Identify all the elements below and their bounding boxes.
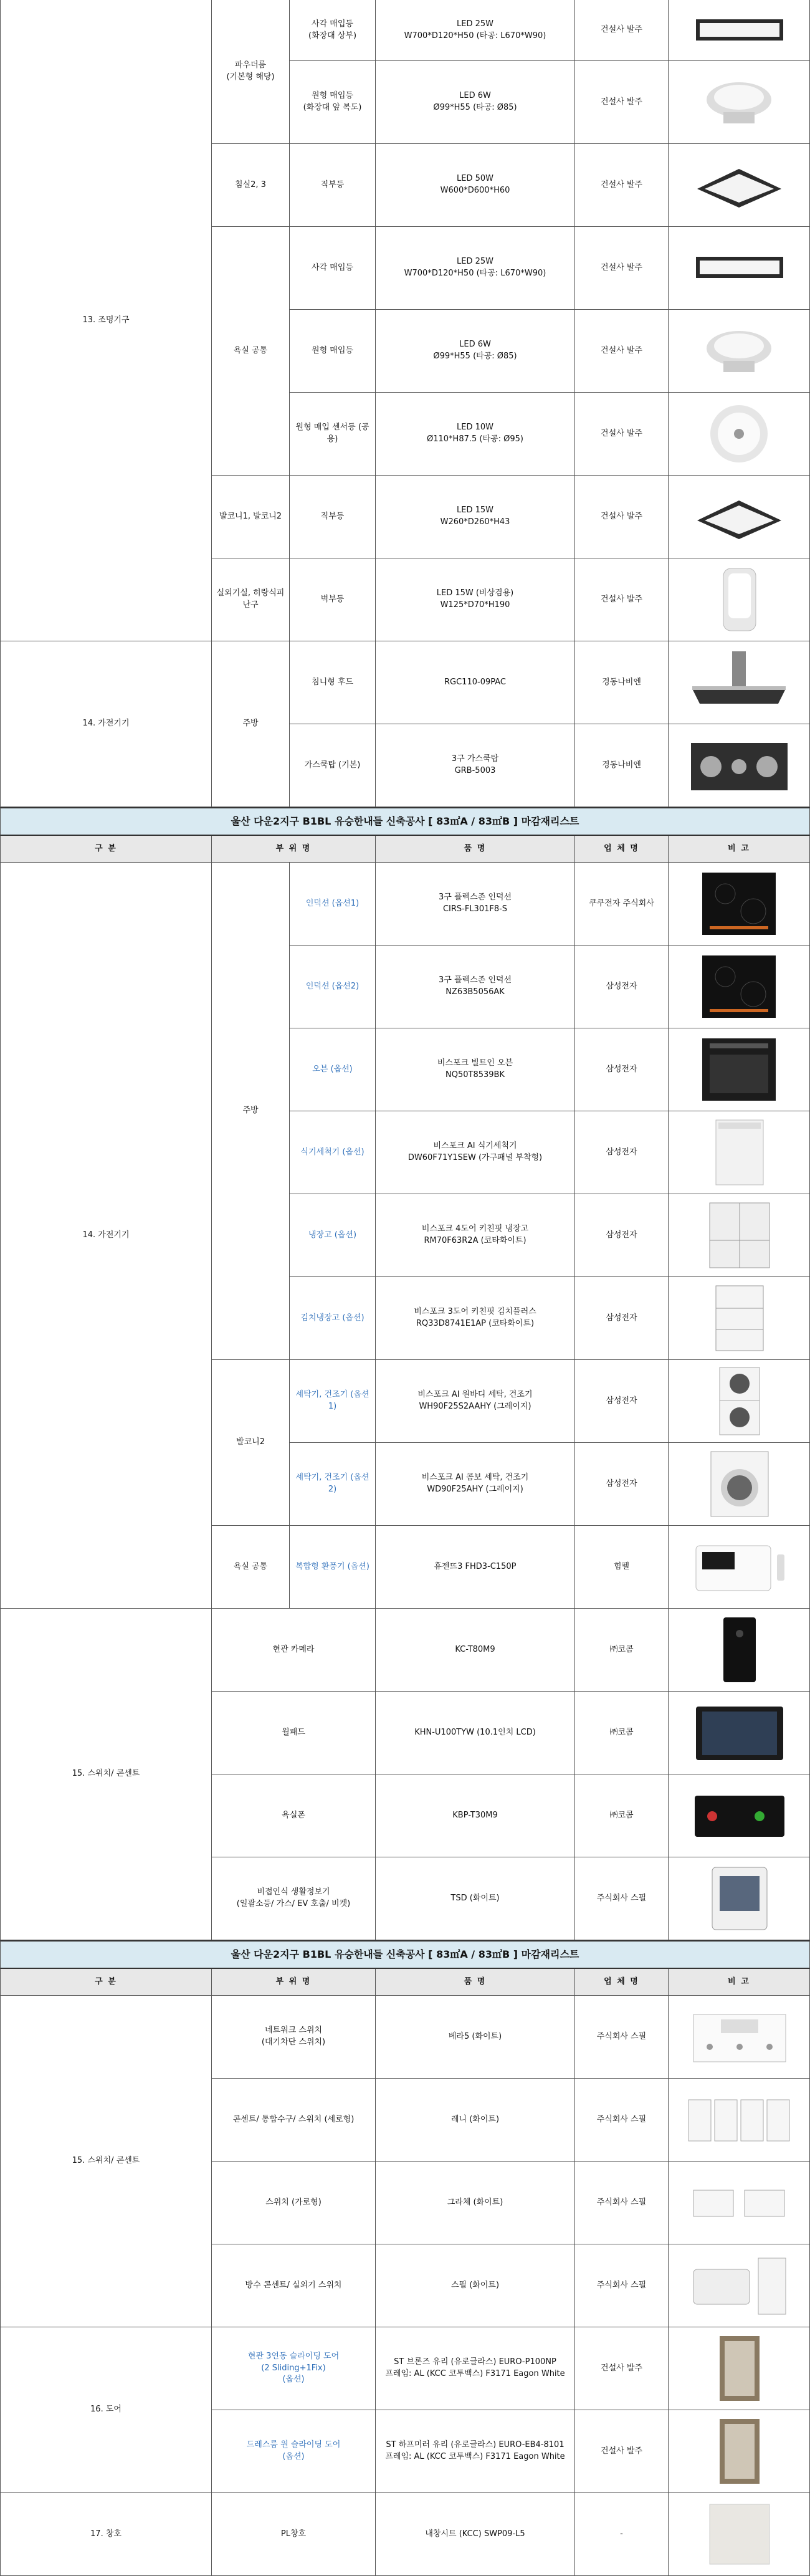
product-image — [669, 2327, 810, 2410]
company-cell: 주식회사 스필 — [575, 1857, 669, 1940]
part-cell: 세탁기, 건조기 (옵션1) — [290, 1360, 376, 1443]
table-row — [290, 310, 810, 393]
window-sheet-icon — [685, 2499, 794, 2569]
washer-stack-icon — [685, 1366, 794, 1436]
switch-panel-icon — [685, 2002, 794, 2072]
table-row — [290, 0, 810, 61]
wallpad-icon — [685, 1698, 794, 1768]
table-row — [290, 1028, 810, 1111]
category-cell: 14. 가전기기 — [0, 641, 212, 807]
combo-washer-icon — [685, 1449, 794, 1519]
location-cell: 주방 — [212, 863, 290, 1360]
square-ceiling-light-icon — [685, 150, 794, 220]
company-cell: 주식회사 스필 — [575, 1996, 669, 2079]
part-cell: 복합형 환풍기 (옵션) — [290, 1526, 376, 1609]
category-cell: 15. 스위치/ 콘센트 — [0, 1996, 212, 2327]
product-image — [669, 1857, 810, 1940]
table-row — [290, 476, 810, 558]
part-cell: 가스쿡탑 (기본) — [290, 724, 376, 807]
gas-cooktop-icon — [685, 730, 794, 800]
product-cell: 비스포크 3도어 키친핏 김치플러스 RQ33D8741E1AP (코타화이트) — [376, 1277, 575, 1360]
company-cell: 건설사 발주 — [575, 310, 669, 393]
company-cell: 건설사 발주 — [575, 227, 669, 310]
product-cell: 3구 플렉스존 인덕션 NZ63B5056AK — [376, 946, 575, 1028]
table-row — [212, 2410, 810, 2493]
location-cell: 비접인식 생활정보기 (일괄소등/ 가스/ EV 호출/ 비켓) — [212, 1857, 376, 1940]
product-image — [669, 227, 810, 310]
table-row — [212, 1996, 810, 2079]
table-row — [212, 2079, 810, 2162]
company-cell: - — [575, 2493, 669, 2576]
product-cell: LED 10W Ø110*H87.5 (타공: Ø95) — [376, 393, 575, 476]
table-row — [290, 61, 810, 144]
detail-columns — [212, 863, 810, 1940]
table-row — [290, 1526, 810, 1609]
product-cell: LED 25W W700*D120*H50 (타공: L670*W90) — [376, 0, 575, 61]
loc-part-grid — [212, 863, 810, 1609]
product-cell: 비스포크 AI 콤보 세탁, 건조기 WD90F25AHY (그레이지) — [376, 1443, 575, 1526]
table-row — [290, 144, 810, 227]
product-cell: KHN-U100TYW (10.1인치 LCD) — [376, 1692, 575, 1774]
wall-light-icon — [685, 565, 794, 634]
company-cell: 건설사 발주 — [575, 558, 669, 641]
table-row — [212, 1609, 810, 1692]
product-image — [669, 2244, 810, 2327]
section-title: 울산 다운2지구 B1BL 유승한내들 신축공사 [ 83㎡A / 83㎡B ] 마감재리스트 — [0, 1940, 810, 1969]
header-col1: 구 분 — [0, 1969, 212, 1996]
company-cell: 건설사 발주 — [575, 2410, 669, 2493]
table-row — [290, 863, 810, 946]
part-cell: 직부등 — [290, 476, 376, 558]
part-cell: 직부등 — [290, 144, 376, 227]
company-cell: 경동나비엔 — [575, 641, 669, 724]
product-image — [669, 1277, 810, 1360]
part-cell: 오븐 (옵션) — [290, 1028, 376, 1111]
product-image — [669, 641, 810, 724]
company-cell: 삼성전자 — [575, 1277, 669, 1360]
company-cell: 주식회사 스필 — [575, 2079, 669, 2162]
header-col4: 업 체 명 — [575, 1969, 669, 1996]
header-col2: 부 위 명 — [212, 836, 376, 863]
product-cell: LED 50W W600*D600*H60 — [376, 144, 575, 227]
induction-icon — [685, 952, 794, 1022]
product-cell: 베라5 (화이트) — [376, 1996, 575, 2079]
header-col5: 비 고 — [669, 836, 810, 863]
part-cell: 식기세척기 (옵션) — [290, 1111, 376, 1194]
company-cell: 삼성전자 — [575, 1443, 669, 1526]
company-cell: 건설사 발주 — [575, 393, 669, 476]
loc-part-grid — [212, 0, 810, 807]
company-cell: 건설사 발주 — [575, 476, 669, 558]
item-rows — [290, 863, 810, 1609]
product-image — [669, 1526, 810, 1609]
product-image — [669, 61, 810, 144]
location-cell: PL창호 — [212, 2493, 376, 2576]
product-cell: 비스포크 4도어 키친핏 냉장고 RM70F63R2A (코타화이트) — [376, 1194, 575, 1277]
product-image — [669, 558, 810, 641]
location-cell: 주방 — [212, 641, 290, 807]
table-row — [212, 2162, 810, 2244]
location-cell: 발코니1, 발코니2 — [212, 476, 290, 558]
location-cell: 실외기실, 히랑식피난구 — [212, 558, 290, 641]
company-cell: 주식회사 스필 — [575, 2244, 669, 2327]
downlight-icon — [685, 316, 794, 386]
category-cell: 13. 조명기구 — [0, 0, 212, 641]
sliding-door-icon — [685, 2334, 794, 2403]
table-row — [290, 393, 810, 476]
location-cell: 콘센트/ 통합수구/ 스위치 (세로형) — [212, 2079, 376, 2162]
product-cell: 그라체 (화이트) — [376, 2162, 575, 2244]
company-cell: 주식회사 스필 — [575, 2162, 669, 2244]
waterproof-outlet-icon — [685, 2251, 794, 2320]
detail-columns — [212, 1996, 810, 2576]
product-cell: 휴젠뜨3 FHD3-C150P — [376, 1526, 575, 1609]
product-image — [669, 0, 810, 61]
table-row — [290, 946, 810, 1028]
table-block — [0, 863, 810, 1940]
product-cell: 3구 가스쿡탑 GRB-5003 — [376, 724, 575, 807]
company-cell: ㈜코콤 — [575, 1692, 669, 1774]
product-cell: LED 6W Ø99*H55 (타공: Ø85) — [376, 61, 575, 144]
part-cell: 사각 매입등 — [290, 227, 376, 310]
product-cell: ST 브론즈 유리 (유로글라스) EURO-P100NP 프레임: AL (KCC 코투백스) F3171 Eagon White — [376, 2327, 575, 2410]
company-cell: ㈜코콤 — [575, 1774, 669, 1857]
part-cell: 세탁기, 건조기 (옵션2) — [290, 1443, 376, 1526]
oven-icon — [685, 1035, 794, 1104]
product-image — [669, 863, 810, 946]
location-cell: 침실2, 3 — [212, 144, 290, 227]
category-column — [0, 0, 212, 807]
company-cell: ㈜코콤 — [575, 1609, 669, 1692]
product-cell: 비스포크 AI 원바디 세탁, 건조기 WH90F25S2AAHY (그레이지) — [376, 1360, 575, 1443]
table-row — [212, 2244, 810, 2327]
table-row — [212, 2327, 810, 2410]
company-cell: 쿠쿠전자 주식회사 — [575, 863, 669, 946]
table-row — [290, 1111, 810, 1194]
product-cell: LED 6W Ø99*H55 (타공: Ø85) — [376, 310, 575, 393]
table-row — [212, 2493, 810, 2576]
ventilator-icon — [685, 1532, 794, 1602]
sensor-downlight-icon — [685, 399, 794, 469]
product-image — [669, 1028, 810, 1111]
company-cell: 힘펠 — [575, 1526, 669, 1609]
table-row — [290, 1277, 810, 1360]
category-column — [0, 863, 212, 1940]
part-cell: 인덕션 (옵션2) — [290, 946, 376, 1028]
table-row — [290, 641, 810, 724]
fridge-4door-icon — [685, 1200, 794, 1270]
product-image — [669, 144, 810, 227]
table-row — [212, 1774, 810, 1857]
product-cell: LED 25W W700*D120*H50 (타공: L670*W90) — [376, 227, 575, 310]
product-cell: KC-T80M9 — [376, 1609, 575, 1692]
location-cell: 욕실 공통 — [212, 227, 290, 476]
product-cell: ST 하프미러 유리 (유로글라스) EURO-EB4-8101 프레임: AL (KCC 코투백스) F3171 Eagon White — [376, 2410, 575, 2493]
part-cell: 냉장고 (옵션) — [290, 1194, 376, 1277]
product-image — [669, 2493, 810, 2576]
company-cell: 삼성전자 — [575, 1194, 669, 1277]
product-cell: KBP-T30M9 — [376, 1774, 575, 1857]
product-image — [669, 724, 810, 807]
product-image — [669, 393, 810, 476]
kimchi-fridge-icon — [685, 1283, 794, 1353]
category-cell: 17. 창호 — [0, 2493, 212, 2576]
product-image — [669, 1111, 810, 1194]
category-cell: 16. 도어 — [0, 2327, 212, 2493]
product-cell: 스필 (화이트) — [376, 2244, 575, 2327]
part-cell: 인덕션 (옵션1) — [290, 863, 376, 946]
part-cell: 김치냉장고 (옵션) — [290, 1277, 376, 1360]
product-image — [669, 1360, 810, 1443]
location-cell: 현관 카메라 — [212, 1609, 376, 1692]
part-cell: 원형 매입 센서등 (공용) — [290, 393, 376, 476]
company-cell: 삼성전자 — [575, 1111, 669, 1194]
induction-icon — [685, 869, 794, 939]
table-block — [0, 1996, 810, 2576]
company-cell: 건설사 발주 — [575, 0, 669, 61]
product-image — [669, 1692, 810, 1774]
table-row — [290, 1443, 810, 1526]
product-cell: 내창시트 (KCC) SWP09-L5 — [376, 2493, 575, 2576]
location-cell: 드레스룸 원 슬라이딩 도어 (옵션) — [212, 2410, 376, 2493]
header-col1: 구 분 — [0, 836, 212, 863]
table-row — [290, 1360, 810, 1443]
part-cell: 침니형 후드 — [290, 641, 376, 724]
product-image — [669, 2079, 810, 2162]
section-title: 울산 다운2지구 B1BL 유승한내들 신축공사 [ 83㎡A / 83㎡B ] 마감재리스트 — [0, 807, 810, 836]
table-row — [290, 227, 810, 310]
part-cell: 원형 매입등 (화장대 앞 복도) — [290, 61, 376, 144]
company-cell: 삼성전자 — [575, 1028, 669, 1111]
location-column — [212, 0, 290, 807]
table-row — [290, 1194, 810, 1277]
product-image — [669, 1443, 810, 1526]
product-image — [669, 476, 810, 558]
product-image — [669, 1774, 810, 1857]
product-cell: LED 15W (비상겸용) W125*D70*H190 — [376, 558, 575, 641]
product-cell: 3구 플렉스존 인덕션 CIRS-FL301F8-S — [376, 863, 575, 946]
header-col3: 품 명 — [376, 1969, 575, 1996]
table-row — [212, 1857, 810, 1940]
product-image — [669, 2410, 810, 2493]
category-cell: 14. 가전기기 — [0, 863, 212, 1609]
table-header — [0, 836, 810, 863]
location-cell: 현관 3연동 슬라이딩 도어 (2 Sliding+1Fix) (옵션) — [212, 2327, 376, 2410]
company-cell: 삼성전자 — [575, 1360, 669, 1443]
product-cell: 비스포크 빌트인 오븐 NQ50T8539BK — [376, 1028, 575, 1111]
product-cell: RGC110-09PAC — [376, 641, 575, 724]
header-col3: 품 명 — [376, 836, 575, 863]
square-ceiling-light-icon — [685, 482, 794, 552]
company-cell: 건설사 발주 — [575, 2327, 669, 2410]
table-row — [290, 558, 810, 641]
detail-columns — [212, 0, 810, 807]
item-rows — [290, 0, 810, 807]
product-image — [669, 310, 810, 393]
location-cell: 스위치 (가로형) — [212, 2162, 376, 2244]
location-cell: 파우더룸 (기본형 해당) — [212, 0, 290, 144]
door-camera-icon — [685, 1615, 794, 1685]
product-cell: 비스포크 AI 식기세척기 DW60F71Y1SEW (가구패널 부착형) — [376, 1111, 575, 1194]
product-image — [669, 1996, 810, 2079]
location-cell: 방수 콘센트/ 실외기 스위치 — [212, 2244, 376, 2327]
outlets-icon — [685, 2085, 794, 2155]
switches-icon — [685, 2168, 794, 2238]
location-cell: 욕실폰 — [212, 1774, 376, 1857]
location-cell: 욕실 공통 — [212, 1526, 290, 1609]
part-cell: 벽부등 — [290, 558, 376, 641]
product-image — [669, 2162, 810, 2244]
table-header — [0, 1969, 810, 1996]
product-image — [669, 1609, 810, 1692]
product-cell: LED 15W W260*D260*H43 — [376, 476, 575, 558]
location-cell: 월패드 — [212, 1692, 376, 1774]
header-col2: 부 위 명 — [212, 1969, 376, 1996]
location-column — [212, 863, 290, 1609]
header-col4: 업 체 명 — [575, 836, 669, 863]
hood-icon — [685, 648, 794, 717]
company-cell: 삼성전자 — [575, 946, 669, 1028]
table-block — [0, 0, 810, 807]
header-col5: 비 고 — [669, 1969, 810, 1996]
dishwasher-icon — [685, 1118, 794, 1187]
panel-light-icon — [685, 233, 794, 303]
product-image — [669, 946, 810, 1028]
part-cell: 원형 매입등 — [290, 310, 376, 393]
panel-light-icon — [685, 0, 794, 65]
table-row — [290, 724, 810, 807]
category-column — [0, 1996, 212, 2576]
company-cell: 건설사 발주 — [575, 144, 669, 227]
sliding-door-icon — [685, 2416, 794, 2486]
product-cell: 레니 (화이트) — [376, 2079, 575, 2162]
bath-phone-icon — [685, 1781, 794, 1851]
product-cell: TSD (화이트) — [376, 1857, 575, 1940]
info-panel-icon — [685, 1864, 794, 1933]
category-cell: 15. 스위치/ 콘센트 — [0, 1609, 212, 1940]
table-row — [212, 1692, 810, 1774]
downlight-icon — [685, 67, 794, 137]
product-image — [669, 1194, 810, 1277]
location-cell: 발코니2 — [212, 1360, 290, 1526]
location-cell: 네트워크 스위치 (대기차단 스위치) — [212, 1996, 376, 2079]
part-cell: 사각 매입등 (화장대 상부) — [290, 0, 376, 61]
company-cell: 경동나비엔 — [575, 724, 669, 807]
company-cell: 건설사 발주 — [575, 61, 669, 144]
